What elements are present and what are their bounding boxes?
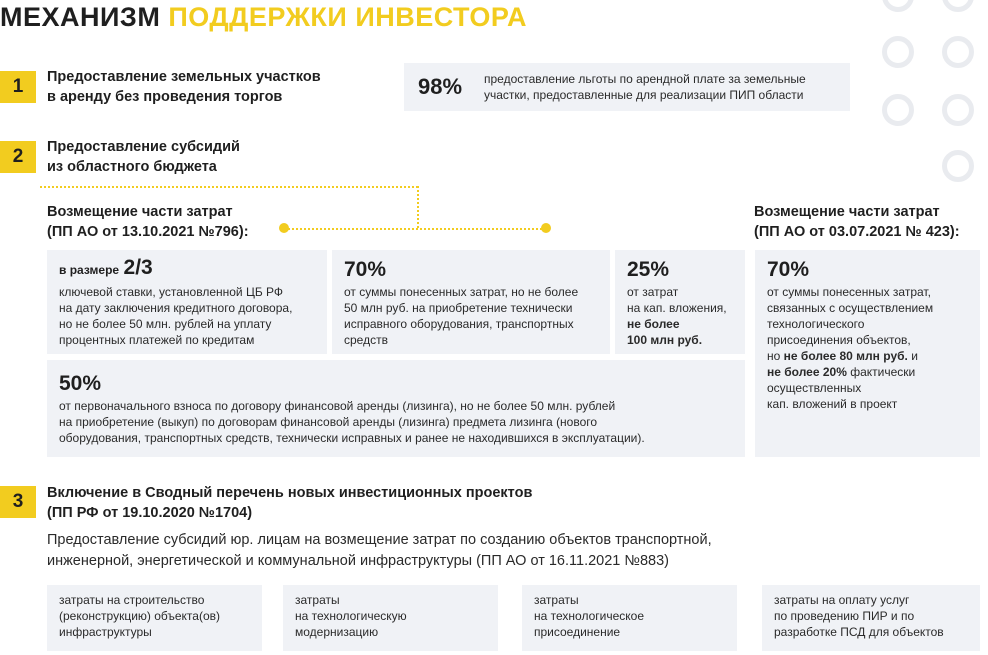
box-text: от первоначального взноса по договору финансовой аренды (лизинга), но не более 50 млн. рублей на приобретение (выкуп) по договорам финансовой аренды (лизинга) предмета лизинга (нового оборудования, транспортных средств, технически исправных и ранее не находившихся в эксплуатации).	[59, 399, 645, 445]
expense-card-construction: затраты на строительство (реконструкцию) объекта(ов) инфраструктуры	[47, 585, 262, 651]
box-value: 50%	[59, 372, 102, 395]
connector-dot-right	[541, 223, 551, 233]
section-2-number: 2	[0, 141, 36, 173]
box-value: 70%	[767, 258, 810, 281]
box-value: 25%	[627, 258, 670, 281]
section-3-description: Предоставление субсидий юр. лицам на возмещение затрат по созданию объектов транспортной, инженерной, энергетической и коммунальной инфраструктуры (ПП АО от 16.11.2021 №883)	[47, 532, 712, 569]
connector-line-vertical	[417, 186, 419, 228]
connector-dot-left	[279, 223, 289, 233]
box-text: от суммы понесенных затрат, связанных с осуществлением технологического присоединения объектов, но не более 80 млн руб. и не более 20% фактически осуществленных кап. вложений в проект	[767, 285, 934, 411]
left-subsidy-title: Возмещение части затрат (ПП АО от 13.10.2021 №796):	[47, 204, 249, 240]
box-value: 2/3	[123, 256, 153, 279]
subsidy-box-interest	[47, 250, 327, 354]
section-1-heading: Предоставление земельных участков в аренду без проведения торгов	[47, 69, 321, 105]
box-text: от суммы понесенных затрат, но не более 50 млн руб. на приобретение технически исправного оборудования, транспортных средств	[344, 285, 579, 347]
box-prefix: в размере	[59, 263, 120, 277]
section-1-number: 1	[0, 71, 36, 103]
decor-circle	[882, 36, 914, 68]
expense-card-connection: затраты на технологическое присоединение	[522, 585, 737, 651]
decor-circle	[942, 0, 974, 12]
section-2-heading: Предоставление субсидий из областного бюджета	[47, 139, 240, 175]
title-part1: МЕХАНИЗМ	[0, 2, 161, 32]
subsidy-box-connection	[755, 250, 980, 457]
page-title	[0, 2, 527, 33]
expense-card-design: затраты на оплату услуг по проведению ПИР и по разработке ПСД для объектов	[762, 585, 980, 651]
box-value: 70%	[344, 258, 387, 281]
subsidy-box-leasing	[47, 360, 745, 457]
section-3-heading: Включение в Сводный перечень новых инвестиционных проектов (ПП РФ от 19.10.2020 №1704)	[47, 485, 533, 521]
connector-line-horizontal	[40, 186, 418, 188]
box-text: от затрат на кап. вложения, не более 100 млн руб.	[627, 285, 727, 347]
subsidy-box-capex	[615, 250, 745, 354]
section-1-stat-text: предоставление льготы по арендной плате за земельные участки, предоставленные для реализации ПИП области	[484, 72, 806, 102]
decor-circle	[882, 94, 914, 126]
subsidy-box-equipment	[332, 250, 610, 354]
title-part2: ПОДДЕРЖКИ ИНВЕСТОРА	[168, 2, 528, 32]
decor-circle	[942, 36, 974, 68]
box-text: ключевой ставки, установленной ЦБ РФ на дату заключения кредитного договора, но не более 50 млн. рублей на уплату процентных платежей по кредитам	[59, 285, 293, 347]
section-1-stat-value: 98%	[418, 74, 463, 99]
section-3-number: 3	[0, 486, 36, 518]
decor-circle	[882, 0, 914, 12]
section-1-stat-box	[404, 63, 850, 111]
right-subsidy-title: Возмещение части затрат (ПП АО от 03.07.2021 № 423):	[754, 204, 960, 240]
decor-circle	[942, 94, 974, 126]
expense-card-modernization: затраты на технологическую модернизацию	[283, 585, 498, 651]
connector-line-bottom	[288, 228, 546, 230]
decor-circle	[942, 150, 974, 182]
